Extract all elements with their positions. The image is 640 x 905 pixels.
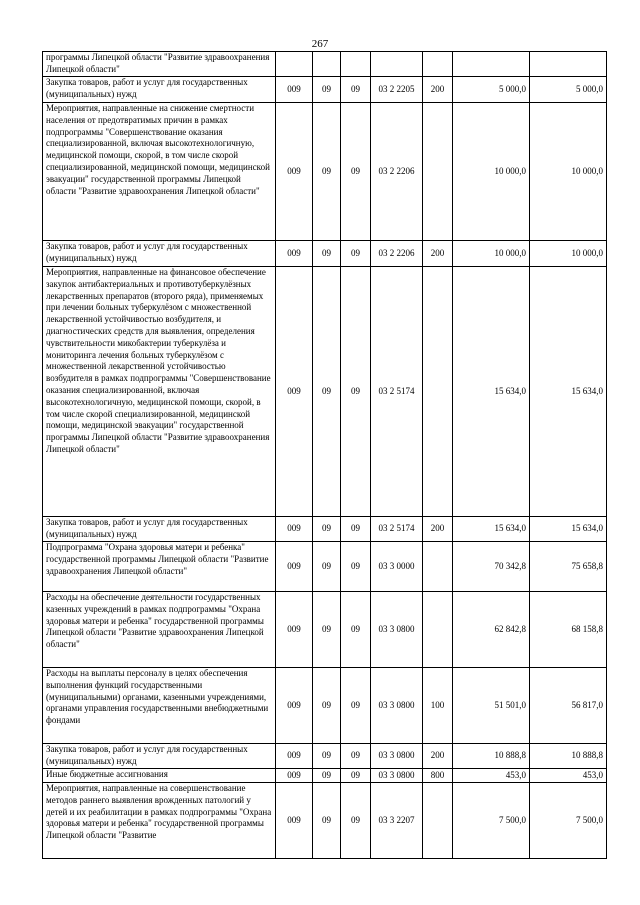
target-article-cell: 03 3 0800 [371,744,423,769]
expense-type-cell [423,783,453,859]
ministry-code-cell: 009 [276,77,313,103]
ministry-code-cell [276,52,313,77]
expense-name-cell: Закупка товаров, работ и услуг для государственных (муниципальных) нужд [43,517,276,542]
section-code-cell: 09 [313,744,341,769]
subsection-code-cell: 09 [341,542,371,592]
table-row [43,783,607,859]
budget-table [42,51,607,859]
expense-name-cell: Мероприятия, направленные на совершенствование методов раннего выявления врожденных патологий у детей и их реабилитации в рамках подпрограммы "Охрана здоровья матери и ребенка" государственной программы Липецкой области "Развитие [43,783,276,859]
ministry-code-cell: 009 [276,241,313,267]
section-code-cell: 09 [313,103,341,241]
target-article-cell: 03 3 0800 [371,668,423,744]
subsection-code-cell: 09 [341,517,371,542]
page-number: 267 [311,38,329,50]
amount-second-year-cell: 75 658,8 [530,542,607,592]
subsection-code-cell: 09 [341,783,371,859]
expense-name-cell: Расходы на обеспечение деятельности государственных казенных учреждений в рамках подпрограммы "Охрана здоровья матери и ребенка" государственной программы Липецкой области "Развитие здравоохранения Липецкой области" [43,592,276,668]
section-code-cell: 09 [313,542,341,592]
subsection-code-cell: 09 [341,77,371,103]
target-article-cell: 03 3 0000 [371,542,423,592]
ministry-code-cell: 009 [276,103,313,241]
section-code-cell: 09 [313,769,341,783]
ministry-code-cell: 009 [276,769,313,783]
expense-name-cell: Мероприятия, направленные на снижение смертности населения от предотвратимых причин в рамках подпрограммы "Совершенствование оказания специализированной, включая высокотехнологичную, медицинской помощи, скорой, в том числе скорой специализированной, медицинской помощи, медицинской эвакуации" государственной программы Липецкой области "Развитие здравоохранения Липецкой области" [43,103,276,241]
table-row [43,744,607,769]
amount-first-year-cell [453,52,530,77]
table-row [43,77,607,103]
amount-first-year-cell: 10 888,8 [453,744,530,769]
expense-name-cell: Иные бюджетные ассигнования [43,769,276,783]
subsection-code-cell [341,52,371,77]
amount-second-year-cell: 10 000,0 [530,241,607,267]
expense-name-cell: Закупка товаров, работ и услуг для государственных (муниципальных) нужд [43,77,276,103]
table-row [43,241,607,267]
expense-type-cell: 800 [423,769,453,783]
table-row [43,103,607,241]
amount-second-year-cell: 5 000,0 [530,77,607,103]
amount-second-year-cell [530,52,607,77]
subsection-code-cell: 09 [341,241,371,267]
expense-name-cell: Закупка товаров, работ и услуг для государственных (муниципальных) нужд [43,744,276,769]
amount-first-year-cell: 15 634,0 [453,517,530,542]
section-code-cell: 09 [313,267,341,517]
section-code-cell: 09 [313,77,341,103]
amount-second-year-cell: 453,0 [530,769,607,783]
section-code-cell: 09 [313,241,341,267]
ministry-code-cell: 009 [276,592,313,668]
target-article-cell: 03 2 2205 [371,77,423,103]
ministry-code-cell: 009 [276,267,313,517]
subsection-code-cell: 09 [341,267,371,517]
expense-type-cell [423,103,453,241]
table-row [43,267,607,517]
amount-second-year-cell: 10 000,0 [530,103,607,241]
amount-second-year-cell: 68 158,8 [530,592,607,668]
amount-second-year-cell: 15 634,0 [530,517,607,542]
ministry-code-cell: 009 [276,744,313,769]
subsection-code-cell: 09 [341,668,371,744]
target-article-cell: 03 2 2206 [371,241,423,267]
amount-second-year-cell: 15 634,0 [530,267,607,517]
section-code-cell: 09 [313,517,341,542]
ministry-code-cell: 009 [276,517,313,542]
subsection-code-cell: 09 [341,769,371,783]
amount-first-year-cell: 5 000,0 [453,77,530,103]
target-article-cell: 03 2 2206 [371,103,423,241]
target-article-cell: 03 2 5174 [371,267,423,517]
expense-name-cell: Подпрограмма "Охрана здоровья матери и ребенка" государственной программы Липецкой области "Развитие здравоохранения Липецкой области" [43,542,276,592]
expense-type-cell [423,592,453,668]
amount-first-year-cell: 15 634,0 [453,267,530,517]
expense-type-cell: 200 [423,744,453,769]
amount-first-year-cell: 7 500,0 [453,783,530,859]
expense-name-cell: Расходы на выплаты персоналу в целях обеспечения выполнения функций государственными (муниципальными) органами, казенными учреждениями, органами управления государственными внебюджетными фондами [43,668,276,744]
table-row [43,52,607,77]
table-row [43,592,607,668]
expense-type-cell: 200 [423,77,453,103]
expense-name-cell: Мероприятия, направленные на финансовое обеспечение закупок антибактериальных и противотуберкулёзных лекарственных препаратов (второго ряда), применяемых при лечении больных туберкулёзом с множественной лекарственной устойчивостью возбудителя, и диагностических средств для выявления, определения чувствительности микобактерии туберкулёза и мониторинга лечения больных туберкулёзом с множественной лекарственной устойчивостью возбудителя в рамках подпрограммы "Совершенствование оказания специализированной, включая высокотехнологичную, медицинской помощи, скорой, в том числе скорой специализированной, медицинской помощи, медицинской эвакуации" государственной программы Липецкой области "Развитие здравоохранения Липецкой области" [43,267,276,517]
ministry-code-cell: 009 [276,668,313,744]
ministry-code-cell: 009 [276,542,313,592]
section-code-cell: 09 [313,592,341,668]
amount-second-year-cell: 10 888,8 [530,744,607,769]
expense-type-cell [423,542,453,592]
target-article-cell: 03 3 2207 [371,783,423,859]
amount-first-year-cell: 62 842,8 [453,592,530,668]
section-code-cell [313,52,341,77]
amount-second-year-cell: 7 500,0 [530,783,607,859]
amount-first-year-cell: 10 000,0 [453,241,530,267]
table-row [43,542,607,592]
expense-type-cell: 200 [423,517,453,542]
target-article-cell: 03 3 0800 [371,769,423,783]
subsection-code-cell: 09 [341,592,371,668]
subsection-code-cell: 09 [341,744,371,769]
ministry-code-cell: 009 [276,783,313,859]
amount-first-year-cell: 51 501,0 [453,668,530,744]
table-row [43,668,607,744]
amount-first-year-cell: 453,0 [453,769,530,783]
expense-type-cell: 100 [423,668,453,744]
target-article-cell: 03 3 0800 [371,592,423,668]
table-row [43,517,607,542]
section-code-cell: 09 [313,668,341,744]
section-code-cell: 09 [313,783,341,859]
expense-type-cell [423,52,453,77]
subsection-code-cell: 09 [341,103,371,241]
expense-name-cell: программы Липецкой области "Развитие здравоохранения Липецкой области" [43,52,276,77]
expense-type-cell [423,267,453,517]
amount-first-year-cell: 10 000,0 [453,103,530,241]
target-article-cell: 03 2 5174 [371,517,423,542]
amount-first-year-cell: 70 342,8 [453,542,530,592]
table-row [43,769,607,783]
amount-second-year-cell: 56 817,0 [530,668,607,744]
expense-name-cell: Закупка товаров, работ и услуг для государственных (муниципальных) нужд [43,241,276,267]
target-article-cell [371,52,423,77]
expense-type-cell: 200 [423,241,453,267]
